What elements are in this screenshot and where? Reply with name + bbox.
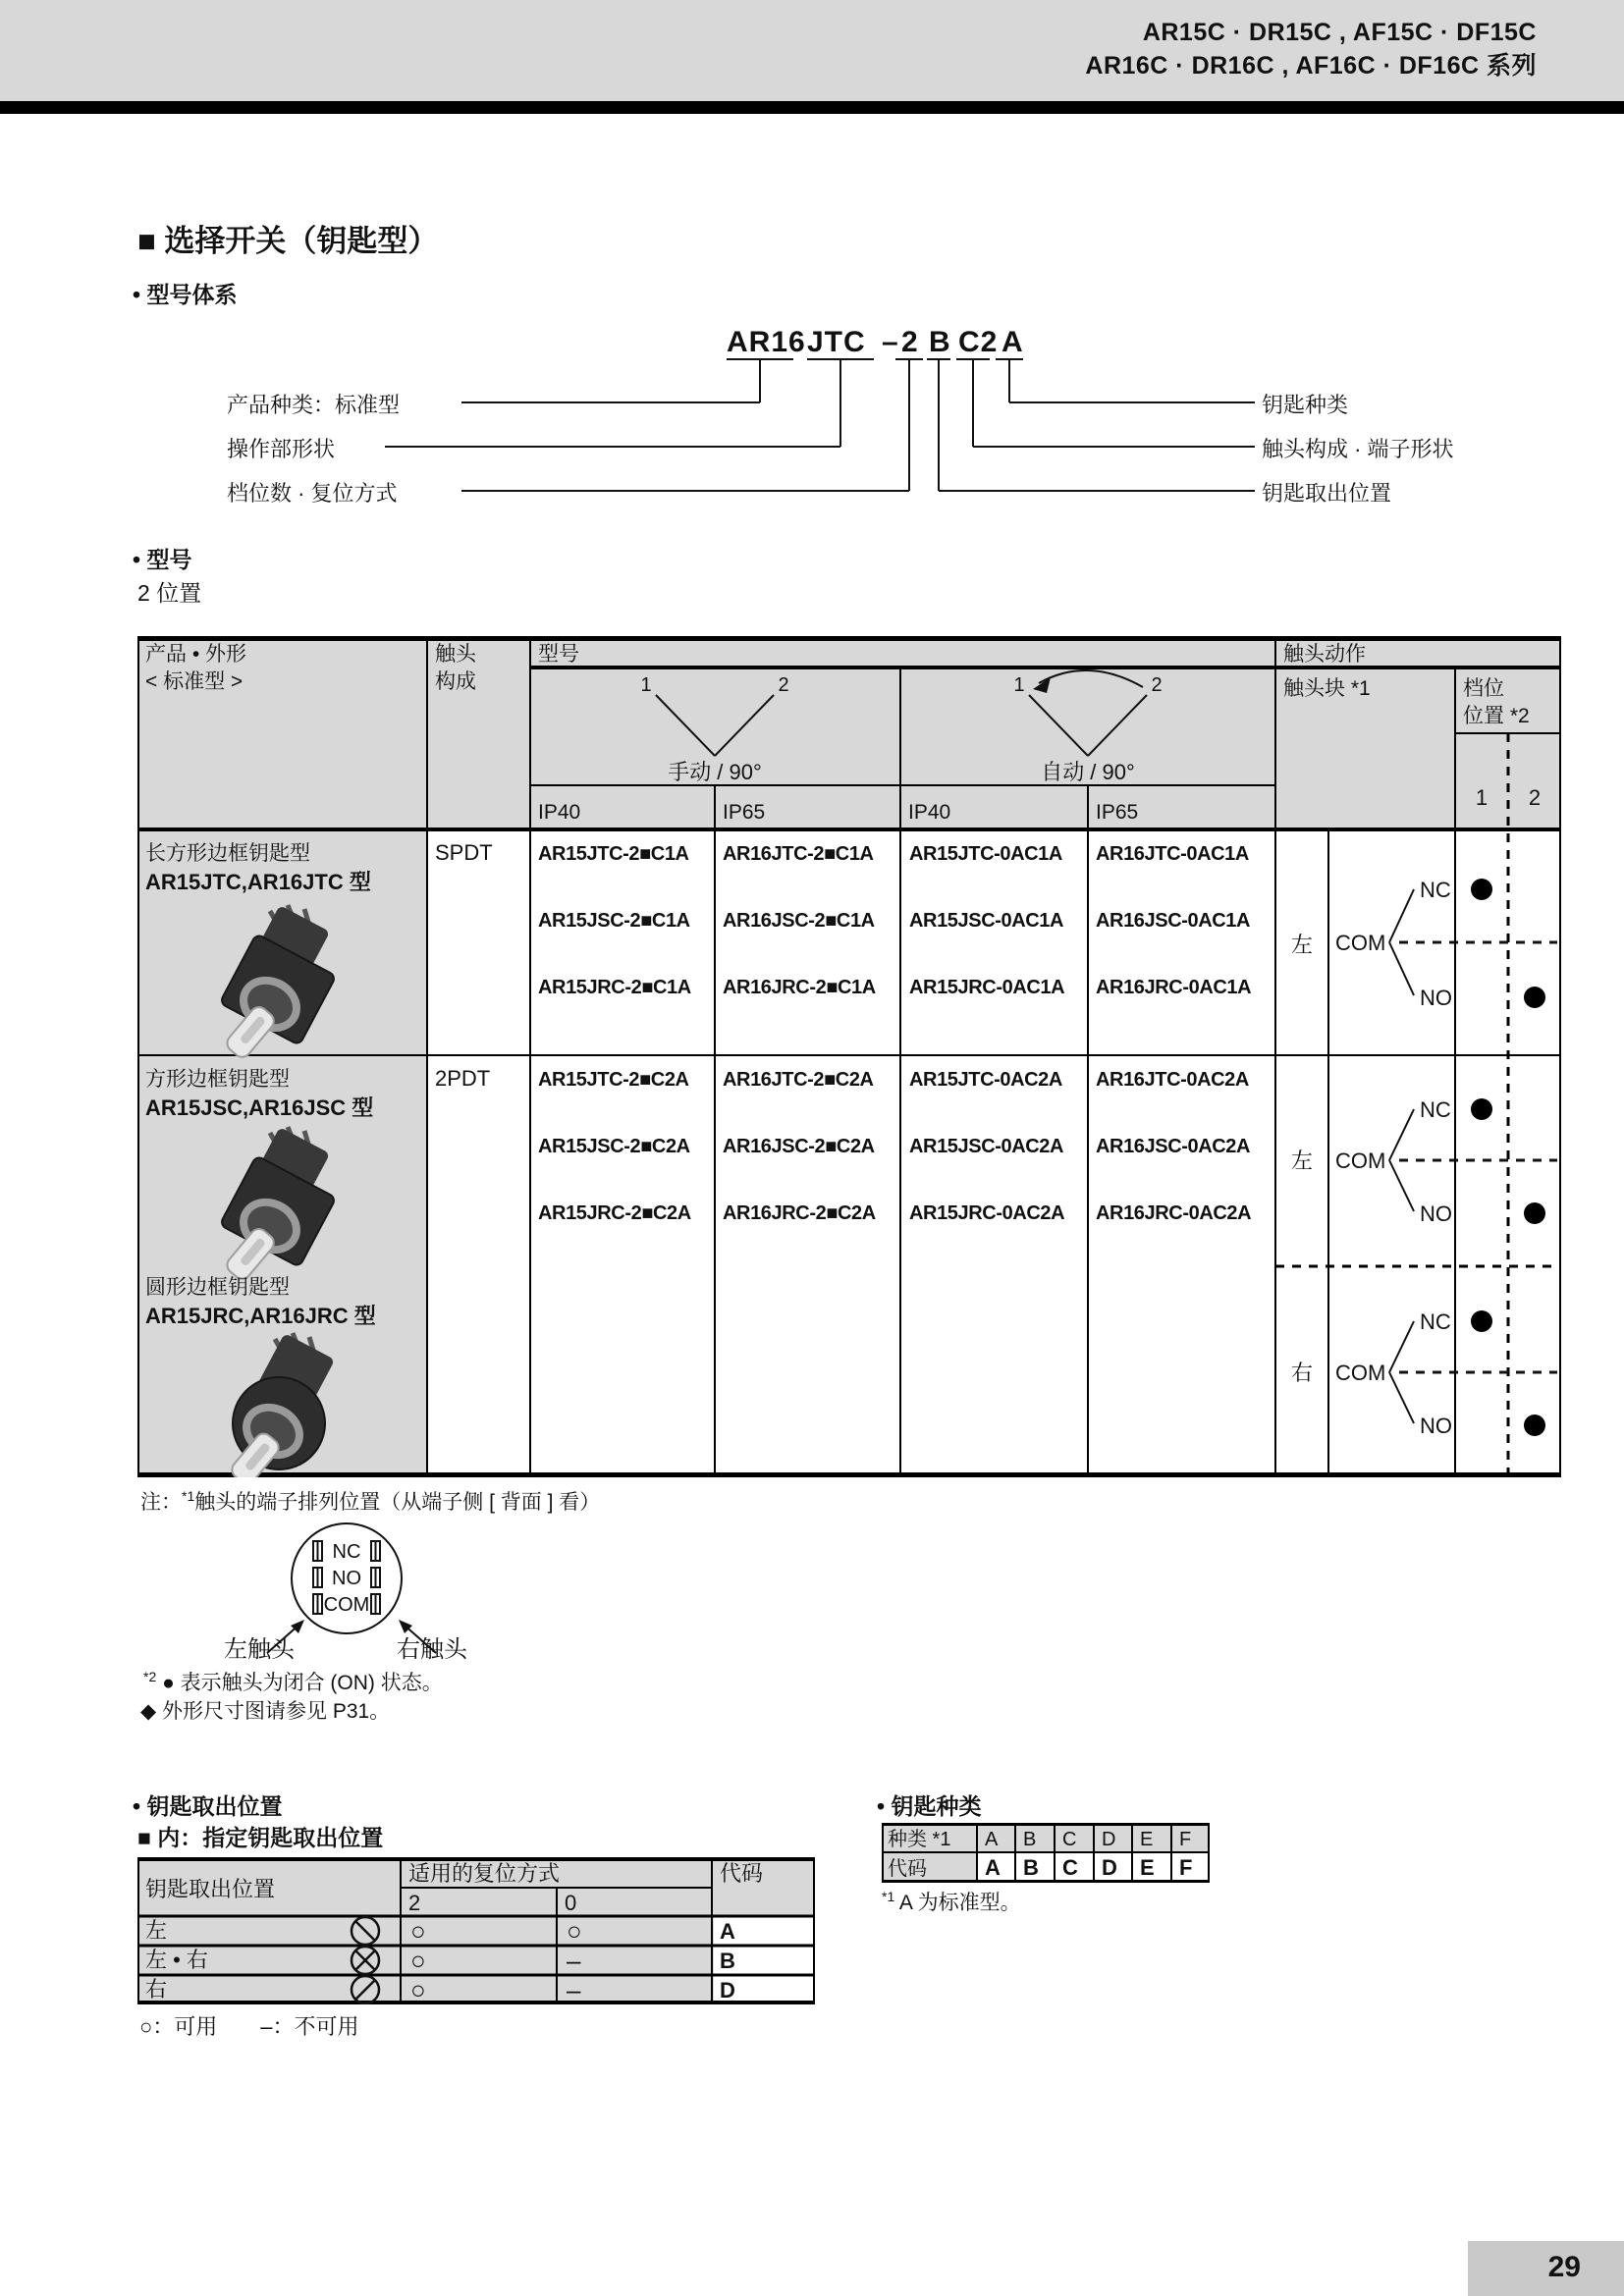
model-segment: AR16 bbox=[727, 326, 806, 358]
ip-manual-40: IP40 bbox=[538, 801, 581, 824]
availability-value: ○ bbox=[410, 1946, 426, 1975]
key-type-table bbox=[882, 1823, 1210, 1883]
availability-value: – bbox=[567, 1946, 581, 1975]
position-col-2: 2 bbox=[1528, 785, 1542, 810]
model-number-segments bbox=[727, 326, 1024, 358]
series-header-line1: AR15C · DR15C , AF15C · DF15C bbox=[1142, 19, 1537, 46]
contact-on-dot bbox=[1524, 1202, 1545, 1224]
auto-pos-1: 1 bbox=[1013, 674, 1025, 696]
col-header-key-position: 钥匙取出位置 bbox=[145, 1877, 276, 1901]
page-number-box bbox=[1468, 2241, 1624, 2296]
key-code-value: C bbox=[1062, 1855, 1078, 1880]
nc-label: NC bbox=[1420, 878, 1451, 902]
model-segment: B bbox=[929, 326, 951, 358]
code-value: A bbox=[720, 1919, 735, 1944]
col-header-contact-2: 构成 bbox=[435, 670, 476, 693]
ip-auto-40: IP40 bbox=[908, 801, 951, 824]
ip-manual-65: IP65 bbox=[723, 801, 766, 824]
availability-legend: ○：可用 –：不可用 bbox=[139, 2014, 359, 2039]
model-number: AR16JTC-0AC1A bbox=[1096, 843, 1249, 865]
code-value: D bbox=[720, 1978, 735, 2002]
row-label: 左 • 右 bbox=[145, 1948, 208, 1972]
model-system-label-key-removal: 钥匙取出位置 bbox=[1262, 481, 1392, 506]
col-header-contact-action: 触头动作 bbox=[1283, 643, 1366, 666]
model-system-heading: • 型号体系 bbox=[133, 282, 238, 307]
availability-value: – bbox=[567, 1975, 581, 2004]
key-type-value: F bbox=[1179, 1829, 1192, 1850]
key-type-value: B bbox=[1023, 1829, 1037, 1850]
model-segment: JTC bbox=[807, 326, 866, 358]
col-header-contact-1: 触头 bbox=[435, 643, 476, 666]
col-header-code: 代码 bbox=[720, 1861, 764, 1886]
model-number: AR15JRC-2■C2A bbox=[538, 1202, 691, 1224]
model-number: AR16JRC-0AC2A bbox=[1096, 1202, 1252, 1224]
col-header-model: 型号 bbox=[538, 643, 579, 666]
product-model: AR15JTC,AR16JTC 型 bbox=[145, 870, 371, 894]
auto-pos-2: 2 bbox=[1151, 674, 1163, 696]
model-number: AR16JSC-0AC1A bbox=[1096, 910, 1251, 932]
model-number: AR16JRC-2■C2A bbox=[723, 1202, 876, 1224]
availability-value: ○ bbox=[410, 1916, 426, 1946]
model-segment: 2 bbox=[901, 326, 919, 358]
contact-on-dot bbox=[1471, 879, 1492, 900]
manual-pos-2: 2 bbox=[778, 674, 789, 696]
note-dimensions-reference: ◆ 外形尺寸图请参见 P31。 bbox=[140, 1700, 391, 1723]
model-number: AR16JTC-0AC2A bbox=[1096, 1069, 1249, 1091]
model-system-label-contact-terminal: 触头构成 · 端子形状 bbox=[1262, 437, 1454, 461]
contact-block-side: 左 bbox=[1290, 1148, 1314, 1173]
contact-on-dot bbox=[1471, 1098, 1492, 1120]
availability-value: ○ bbox=[567, 1916, 582, 1946]
position-col-1: 1 bbox=[1475, 785, 1489, 810]
key-code-value: F bbox=[1179, 1855, 1193, 1880]
com-label: COM bbox=[1335, 931, 1386, 955]
right-contact-label: 右触头 bbox=[397, 1636, 467, 1663]
terminal-no: NO bbox=[332, 1568, 361, 1589]
com-label: COM bbox=[1335, 1361, 1386, 1385]
key-type-value: E bbox=[1140, 1829, 1154, 1850]
contact-action-diagram bbox=[1291, 1309, 1557, 1438]
row-label: 左 bbox=[145, 1918, 168, 1943]
table-header-background bbox=[137, 636, 1561, 1477]
note-sup: *1 bbox=[882, 1889, 895, 1904]
col-header-position-2: 位置 *2 bbox=[1463, 705, 1530, 727]
model-number: AR16JRC-0AC1A bbox=[1096, 977, 1252, 998]
header-rule bbox=[0, 101, 1624, 114]
col-header-position-1: 档位 bbox=[1463, 677, 1504, 700]
model-number: AR15JTC-0AC2A bbox=[909, 1069, 1062, 1091]
key-type-value: C bbox=[1062, 1829, 1077, 1850]
type-subheading: 2 位置 bbox=[137, 580, 202, 606]
model-segment: C2 bbox=[958, 326, 999, 358]
series-header bbox=[1085, 16, 1537, 82]
note-terminal-arrangement bbox=[140, 1486, 600, 1516]
note-sup: *2 bbox=[143, 1669, 157, 1684]
model-number: AR15JRC-0AC1A bbox=[909, 977, 1065, 998]
com-label: COM bbox=[1335, 1148, 1386, 1173]
note-text: A 为标准型。 bbox=[894, 1892, 1021, 1914]
col-header-reset-2: 2 bbox=[408, 1891, 421, 1915]
model-number: AR16JTC-2■C1A bbox=[723, 843, 874, 865]
model-system-label-key-type: 钥匙种类 bbox=[1262, 393, 1349, 417]
manual-caption: 手动 / 90° bbox=[668, 760, 762, 784]
no-label: NO bbox=[1420, 1414, 1452, 1438]
product-model: AR15JSC,AR16JSC 型 bbox=[145, 1095, 374, 1120]
left-contact-label: 左触头 bbox=[224, 1636, 295, 1663]
model-number: AR15JSC-2■C2A bbox=[538, 1136, 690, 1157]
product-name: 圆形边框钥匙型 bbox=[145, 1276, 290, 1299]
manual-pos-1: 1 bbox=[640, 674, 652, 696]
model-number: AR15JSC-0AC2A bbox=[909, 1136, 1064, 1157]
contact-on-dot bbox=[1471, 1310, 1492, 1332]
ip-auto-65: IP65 bbox=[1096, 801, 1139, 824]
key-type-value: A bbox=[985, 1829, 999, 1850]
no-label: NO bbox=[1420, 986, 1452, 1010]
col-header-reset-0: 0 bbox=[565, 1891, 577, 1915]
no-label: NO bbox=[1420, 1201, 1452, 1226]
auto-caption: 自动 / 90° bbox=[1041, 760, 1135, 784]
series-header-band bbox=[0, 0, 1624, 101]
nc-label: NC bbox=[1420, 1309, 1451, 1334]
key-code-value: D bbox=[1102, 1855, 1117, 1880]
key-code-value: B bbox=[1023, 1855, 1039, 1880]
key-code-value: A bbox=[985, 1855, 1001, 1880]
key-code-value: E bbox=[1140, 1855, 1155, 1880]
model-number: AR16JSC-2■C1A bbox=[723, 910, 875, 932]
model-segment: A bbox=[1001, 326, 1024, 358]
type-heading: • 型号 bbox=[133, 547, 192, 572]
model-number: AR16JSC-2■C2A bbox=[723, 1136, 875, 1157]
series-header-line2: AR16C · DR16C , AF16C · DF16C 系列 bbox=[1085, 52, 1537, 80]
model-number: AR15JRC-0AC2A bbox=[909, 1202, 1065, 1224]
terminal-com: COM bbox=[323, 1594, 370, 1616]
key-type-value: D bbox=[1102, 1829, 1116, 1850]
page-title: ■ 选择开关（钥匙型） bbox=[137, 224, 439, 258]
note-text: 触头的端子排列位置（从端子侧 [ 背面 ] 看） bbox=[194, 1491, 601, 1514]
row-header-type: 种类 *1 bbox=[888, 1829, 951, 1850]
model-table bbox=[137, 636, 1561, 1477]
model-number: AR15JSC-2■C1A bbox=[538, 910, 690, 932]
col-header-product: 产品 • 外形 bbox=[145, 643, 247, 666]
note-sup: *1 bbox=[182, 1488, 195, 1504]
product-name: 长方形边框钥匙型 bbox=[145, 842, 310, 865]
key-position-heading: • 钥匙取出位置 bbox=[133, 1793, 283, 1819]
model-segment: – bbox=[882, 326, 899, 358]
contact-configuration: 2PDT bbox=[435, 1066, 491, 1091]
model-system-label-operator-shape: 操作部形状 bbox=[227, 437, 336, 461]
model-number: AR16JTC-2■C2A bbox=[723, 1069, 874, 1091]
page-number: 29 bbox=[1547, 2251, 1581, 2283]
note-on-state bbox=[143, 1667, 443, 1696]
nc-label: NC bbox=[1420, 1097, 1451, 1122]
note-text: ● 表示触头为闭合 (ON) 状态。 bbox=[162, 1672, 443, 1694]
row-label: 右 bbox=[145, 1977, 168, 2002]
model-system-label-positions-reset: 档位数 · 复位方式 bbox=[227, 481, 398, 506]
contact-on-dot bbox=[1524, 1415, 1545, 1436]
model-number: AR15JTC-2■C2A bbox=[538, 1069, 689, 1091]
key-position-subheading: ■ 内：指定钥匙取出位置 bbox=[137, 1825, 384, 1850]
code-value: B bbox=[720, 1949, 735, 1973]
model-connector-lines bbox=[385, 359, 1255, 491]
col-header-product-sub: < 标准型 > bbox=[145, 670, 244, 693]
note-prefix: 注： bbox=[140, 1491, 182, 1514]
model-number: AR15JTC-0AC1A bbox=[909, 843, 1062, 865]
model-number: AR16JRC-2■C1A bbox=[723, 977, 876, 998]
terminal-nc: NC bbox=[332, 1541, 361, 1563]
contact-block-side: 右 bbox=[1290, 1361, 1314, 1385]
key-type-note bbox=[882, 1887, 1021, 1916]
key-position-table bbox=[137, 1857, 815, 2004]
contact-configuration: SPDT bbox=[435, 840, 493, 865]
key-type-heading: • 钥匙种类 bbox=[877, 1793, 982, 1819]
product-model: AR15JRC,AR16JRC 型 bbox=[145, 1304, 376, 1328]
contact-action-diagram bbox=[1291, 1097, 1557, 1226]
row-header-code: 代码 bbox=[888, 1858, 927, 1880]
model-number: AR16JSC-0AC2A bbox=[1096, 1136, 1251, 1157]
availability-value: ○ bbox=[410, 1975, 426, 2004]
model-number: AR15JTC-2■C1A bbox=[538, 843, 689, 865]
product-name: 方形边框钥匙型 bbox=[145, 1068, 290, 1091]
contact-block-side: 左 bbox=[1290, 933, 1314, 957]
col-header-reset-method: 适用的复位方式 bbox=[408, 1861, 561, 1886]
model-system-label-product-type: 产品种类：标准型 bbox=[227, 393, 401, 417]
contact-on-dot bbox=[1524, 987, 1545, 1008]
col-header-contact-block: 触头块 *1 bbox=[1283, 677, 1371, 700]
contact-action-diagram bbox=[1291, 878, 1557, 1010]
model-number: AR15JSC-0AC1A bbox=[909, 910, 1064, 932]
model-number: AR15JRC-2■C1A bbox=[538, 977, 691, 998]
